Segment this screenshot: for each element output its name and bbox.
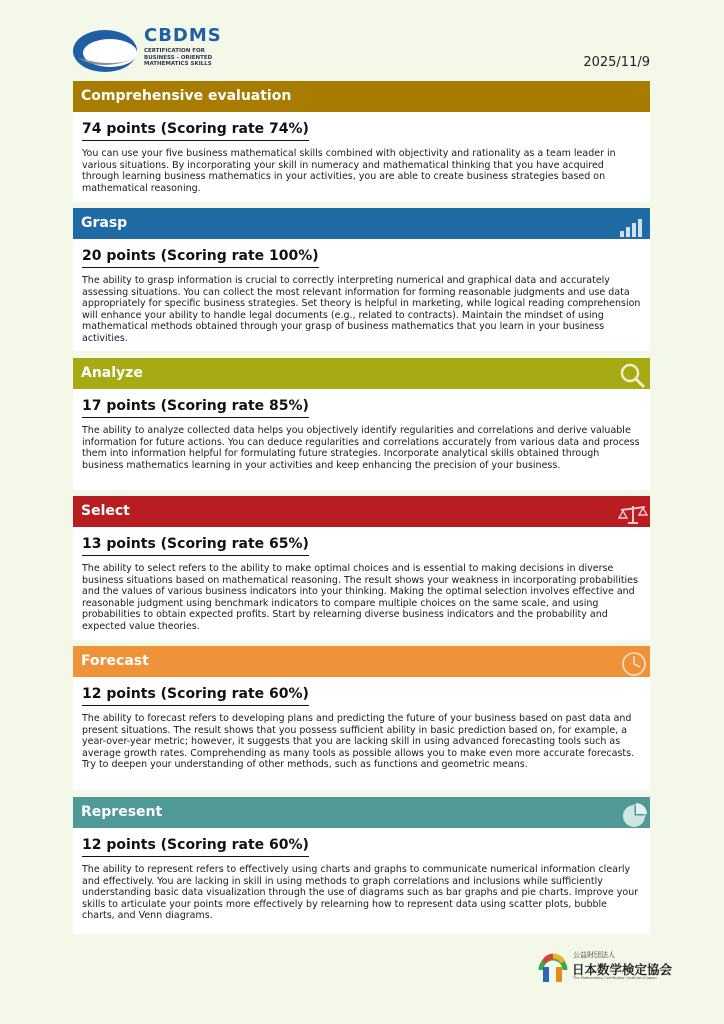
section-title: Forecast [81, 653, 149, 669]
logo-subtitle-line: BUSINESS - ORIENTED [144, 54, 213, 61]
section-description: You can use your five business mathematical skills combined with objectivity and rationality as a team leader in various situations. By incorporating your skill in numeracy and mathematical thinking that you have acquired through learning business mathematics in your activities, you are able to create business strategies based on mathematical reasoning. [82, 148, 616, 194]
section-score: 13 points (Scoring rate 65%) [82, 536, 309, 556]
organization-english-name: The Mathematics Certification Institute of Japan [573, 976, 657, 980]
section-header-bar [73, 496, 650, 527]
section-score: 12 points (Scoring rate 60%) [82, 686, 309, 706]
section-forecast [73, 646, 650, 790]
section-represent [73, 797, 650, 934]
section-title: Grasp [81, 215, 128, 231]
clock-icon [618, 650, 648, 676]
logo-name: CBDMS [144, 25, 222, 46]
organization-name: 日本数学検定協会 [572, 962, 673, 977]
page-header [0, 0, 724, 80]
section-title: Select [81, 503, 130, 519]
section-title: Represent [81, 804, 163, 820]
pie-chart-icon [618, 801, 648, 827]
section-score: 74 points (Scoring rate 74%) [82, 121, 309, 141]
report-date: 2025/11/9 [583, 55, 650, 70]
section-score: 12 points (Scoring rate 60%) [82, 837, 309, 857]
cbdms-logo-mark [72, 28, 140, 74]
section-description: The ability to analyze collected data helps you objectively identify regularities and correlations and derive valuable information for future actions. You can deduce regularities and correlations accurately from various data and process them into information helpful for formulating future strategies. Incorporate analytical skills obtained through business mathematics learning in your activities and keep enhancing the precision of your business. [82, 425, 640, 471]
section-comprehensive-evaluation [73, 81, 650, 202]
section-description: The ability to grasp information is crucial to correctly interpreting numerical and graphical data and accurately assessing situations. You can collect the most relevant information for forming reasonable judgments and use data appropriately for specific business strategies. Set theory is helpful in marketing, while logical reading comprehension will enhance your ability to handle legal documents (e.g., related to contracts). Maintain the mindset of using mathematical methods obtained through your grasp of business mathematics that you learn in your business activities. [82, 275, 641, 344]
magnifier-icon [618, 362, 648, 388]
logo-subtitle-line: CERTIFICATION FOR [144, 48, 205, 54]
section-header-bar [73, 797, 650, 828]
logo-subtitle-line: MATHEMATICS SKILLS [144, 61, 212, 67]
footer-organization-logo [536, 950, 676, 984]
section-grasp [73, 208, 650, 351]
bar-chart-icon [618, 212, 648, 238]
section-description: The ability to select refers to the ability to make optimal choices and is essential to making decisions in diverse business situations based on mathematical reasoning. The result shows your weakness in incorporating probabilities and the values of various business indicators into your thinking. Making the optimal selection involves effective and reasonable judgment using benchmark indicators to compare multiple choices on the same scale, and using probabilities to obtain expected profits. Start by relearning diverse business indicators and the probability and expected value theories. [82, 563, 638, 632]
section-description: The ability to forecast refers to developing plans and predicting the future of your business based on past data and present situations. The result shows that you possess sufficient ability in basic prediction based on, for example, a year-over-year metric; however, it suggests that you are lacking skill in using advanced forecasting tools such as average growth rates. Comprehending as many tools as possible allows you to make even more accurate forecasts. Try to deepen your understanding of other methods, such as functions and geometric means. [82, 713, 635, 771]
section-header-bar [73, 81, 650, 112]
section-title: Analyze [81, 365, 143, 381]
organization-mark-icon [536, 950, 570, 984]
section-analyze [73, 358, 650, 490]
section-header-bar [73, 646, 650, 677]
section-title: Comprehensive evaluation [81, 88, 292, 104]
section-score: 17 points (Scoring rate 85%) [82, 398, 309, 418]
section-header-bar [73, 358, 650, 389]
section-score: 20 points (Scoring rate 100%) [82, 248, 319, 268]
section-select [73, 496, 650, 640]
section-description: The ability to represent refers to effectively using charts and graphs to communicate numerical information clearly and effectively. You are lacking in skill in using methods to graph correlations and inclusions while sufficiently understanding basic data visualization through the use of diagrams such as bar graphs and pie charts. Improve your skills to articulate your points more effectively by relearning how to represent data using scatter plots, bubble charts, and Venn diagrams. [82, 864, 639, 922]
organization-type: 公益財団法人 [573, 951, 615, 959]
scales-icon [618, 500, 648, 526]
section-header-bar [73, 208, 650, 239]
cbdms-logo [72, 26, 242, 74]
